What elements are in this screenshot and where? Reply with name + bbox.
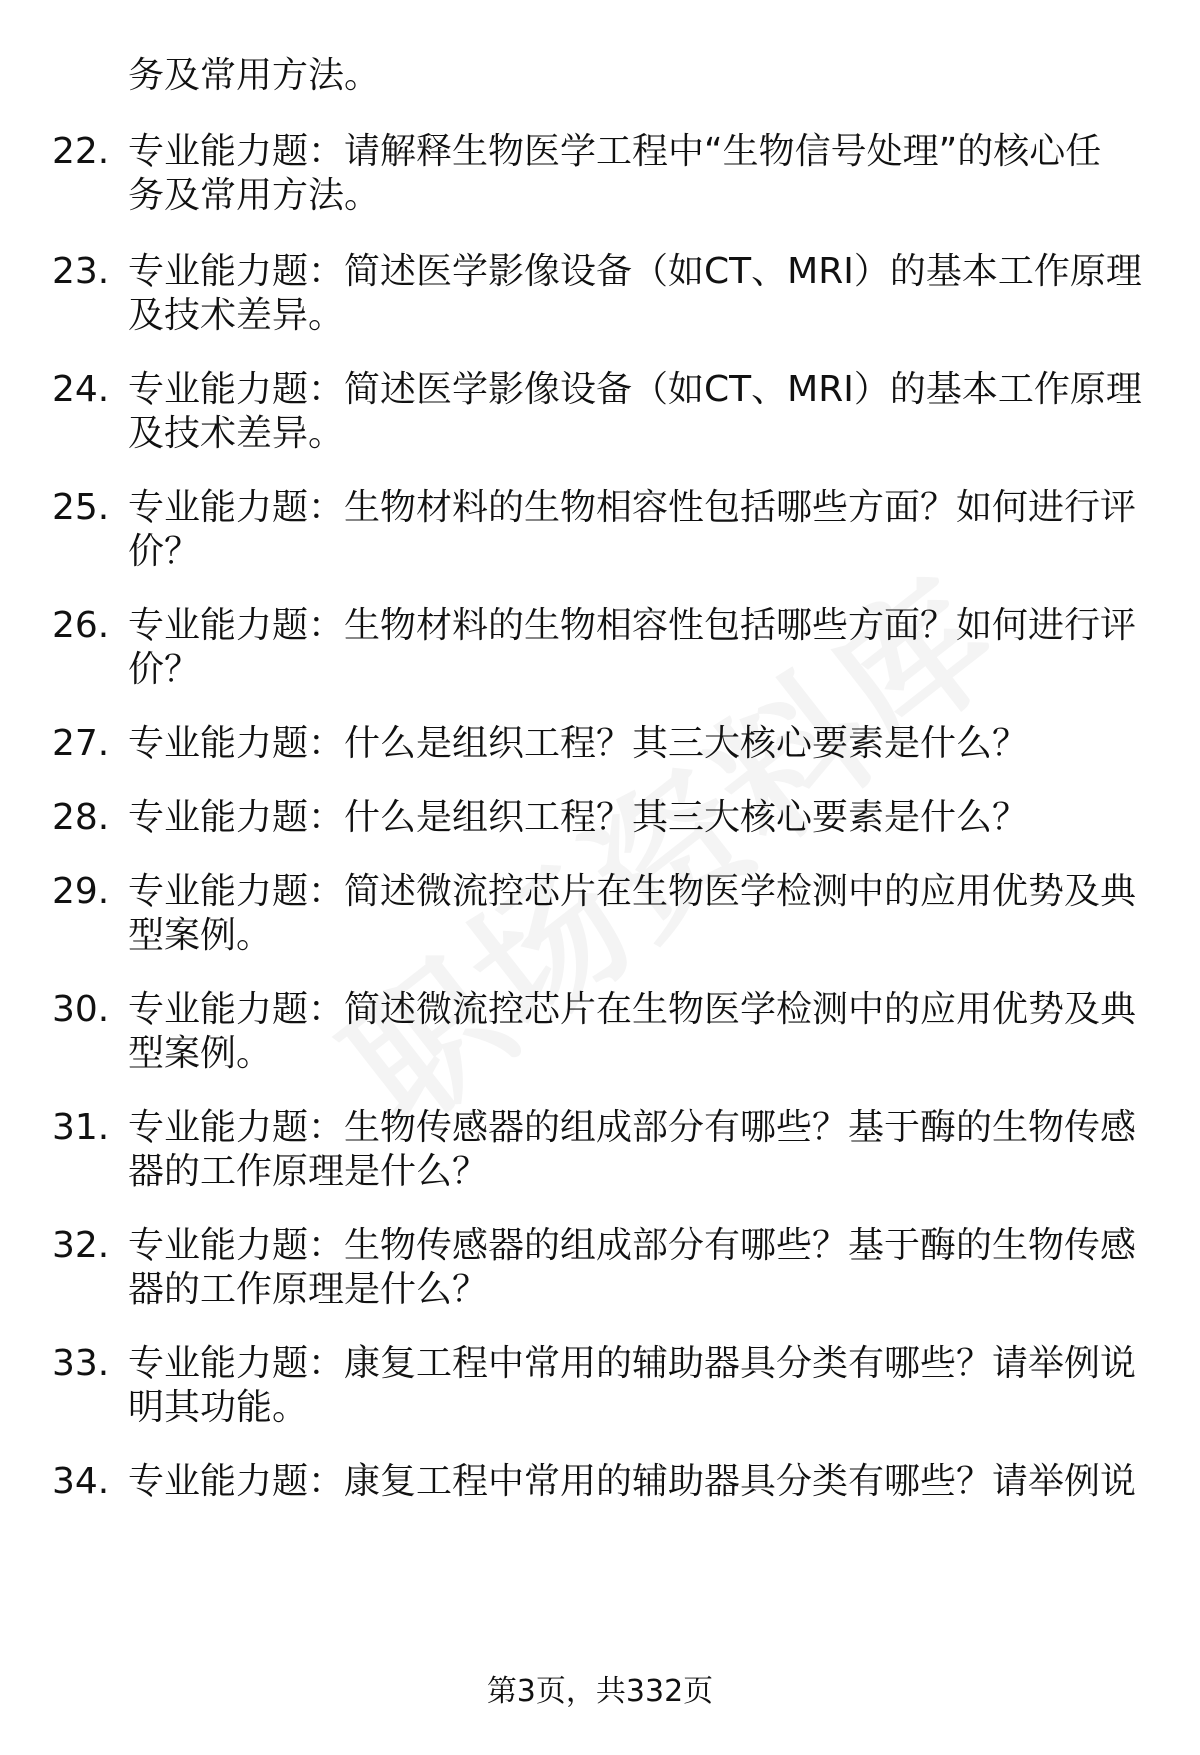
question-text-line1: 专业能力题：生物传感器的组成部分有哪些？基于酶的生物传感: [128, 1225, 1137, 1266]
question-text-line2: 及技术差异。: [128, 295, 345, 336]
question-text-line2: 型案例。: [128, 1033, 273, 1074]
watermark: [244, 481, 1086, 1205]
question-text-line1: 专业能力题：简述微流控芯片在生物医学检测中的应用优势及典: [128, 871, 1137, 912]
question-text-line1: 专业能力题：什么是组织工程？其三大核心要素是什么？: [128, 723, 1029, 764]
question-number: 28.: [52, 797, 110, 838]
question-text-line1: 专业能力题：生物材料的生物相容性包括哪些方面？如何进行评: [128, 487, 1137, 528]
question-text-line2: 明其功能。: [128, 1387, 309, 1428]
question-number: 26.: [52, 605, 110, 646]
question-text-line1: 专业能力题：什么是组织工程？其三大核心要素是什么？: [128, 797, 1029, 838]
question-text-line1: 专业能力题：简述医学影像设备（如CT、MRI）的基本工作原理: [128, 369, 1142, 410]
question-text-line2: 器的工作原理是什么？: [128, 1151, 489, 1192]
page-footer: 第3页，共332页: [486, 1674, 714, 1709]
question-number: 22.: [52, 131, 110, 172]
question-text-line1: 专业能力题：生物传感器的组成部分有哪些？基于酶的生物传感: [128, 1107, 1137, 1148]
question-text-line1: 专业能力题：请解释生物医学工程中“生物信号处理”的核心任: [128, 131, 1102, 172]
question-text-line1: 专业能力题：康复工程中常用的辅助器具分类有哪些？请举例说: [128, 1343, 1137, 1384]
question-text-line2: 务及常用方法。: [128, 175, 381, 216]
question-number: 24.: [52, 369, 110, 410]
question-text-line1: 专业能力题：生物材料的生物相容性包括哪些方面？如何进行评: [128, 605, 1137, 646]
question-number: 27.: [52, 723, 110, 764]
question-number: 34.: [52, 1461, 110, 1502]
question-text-line2: 价？: [128, 649, 201, 690]
question-text-line2: 价？: [128, 531, 201, 572]
question-number: 25.: [52, 487, 110, 528]
question-text-line1: 专业能力题：康复工程中常用的辅助器具分类有哪些？请举例说: [128, 1461, 1137, 1502]
question-number: 33.: [52, 1343, 110, 1384]
question-number: 29.: [52, 871, 110, 912]
question-text-line2: 型案例。: [128, 915, 273, 956]
question-text-line2: 器的工作原理是什么？: [128, 1269, 489, 1310]
question-text-line2: 及技术差异。: [128, 413, 345, 454]
question-number: 30.: [52, 989, 110, 1030]
continuation-line: 务及常用方法。: [128, 55, 381, 96]
question-number: 23.: [52, 251, 110, 292]
question-text-line1: 专业能力题：简述医学影像设备（如CT、MRI）的基本工作原理: [128, 251, 1142, 292]
question-number: 31.: [52, 1107, 110, 1148]
question-text-line1: 专业能力题：简述微流控芯片在生物医学检测中的应用优势及典: [128, 989, 1137, 1030]
question-number: 32.: [52, 1225, 110, 1266]
